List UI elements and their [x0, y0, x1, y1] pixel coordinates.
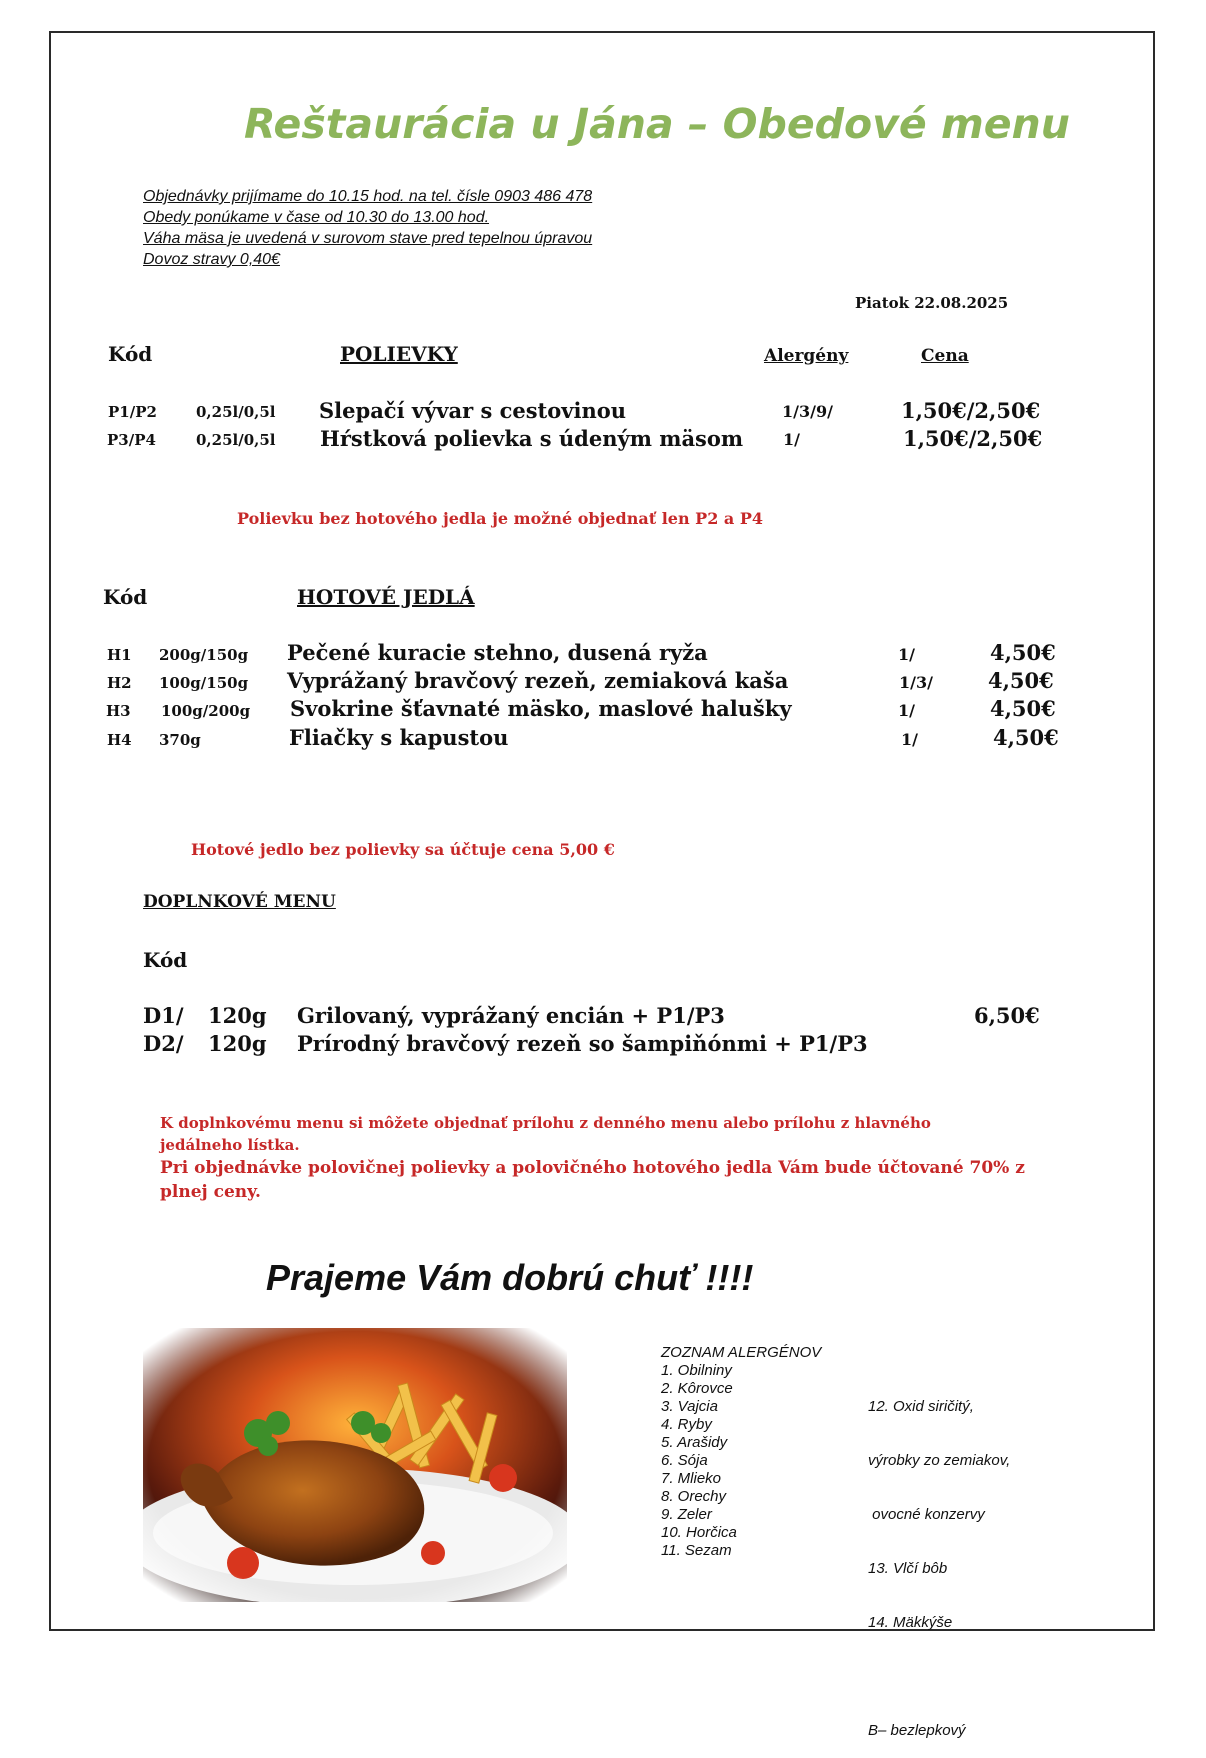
note-line: Dovoz stravy 0,40€: [143, 251, 280, 268]
allergen-item: 1. Obilniny: [661, 1362, 732, 1379]
soup-code: P1/P2: [108, 403, 157, 421]
main-price: 4,50€: [990, 696, 1056, 721]
extra-title: DOPLNKOVÉ MENU: [143, 892, 336, 912]
allergen-item: 4. Ryby: [661, 1416, 712, 1433]
allergen-item: 6. Sója: [661, 1452, 708, 1469]
soup-note: Polievku bez hotového jedla je možné objednať len P2 a P4: [237, 509, 763, 528]
main-weight: 370g: [159, 731, 201, 749]
soup-code: P3/P4: [107, 431, 156, 449]
main-allergens: 1/: [901, 730, 918, 749]
main-allergens: 1/: [898, 645, 915, 664]
soup-volume: 0,25l/0,5l: [196, 403, 276, 421]
mains-code-header: Kód: [103, 585, 148, 609]
soups-title: POLIEVKY: [340, 342, 458, 366]
main-weight: 100g/150g: [159, 674, 249, 692]
main-allergens: 1/3/: [899, 673, 933, 692]
allergen-item: výrobky zo zemiakov,: [868, 1452, 1011, 1469]
allergen-spacer: [868, 1668, 1010, 1686]
menu-title: Reštaurácia u Jána – Obedové menu: [244, 100, 1070, 148]
order-notes: [143, 186, 592, 270]
allergen-item: 5. Arašidy: [661, 1434, 728, 1451]
soup-allergens: 1/3/9/: [782, 402, 833, 421]
allergen-item: 14. Mäkkýše: [868, 1614, 953, 1631]
allergen-item: ovocné konzervy: [868, 1506, 985, 1523]
menu-date: Piatok 22.08.2025: [855, 294, 1009, 312]
mains-title: HOTOVÉ JEDLÁ: [297, 585, 475, 609]
extra-price: 6,50€: [974, 1003, 1040, 1028]
soups-code-header: Kód: [108, 342, 153, 366]
extra-weight: 120g: [208, 1003, 267, 1028]
extra-note-line: Pri objednávke polovičnej polievky a polovičného hotového jedla Vám bude účtované 70% z: [160, 1158, 1025, 1178]
note-line: Váha mäsa je uvedená v surovom stave pred tepelnou úpravou: [143, 230, 593, 247]
extra-note-line: K doplnkovému menu si môžete objednať prílohu z denného menu alebo prílohu z hlavného: [160, 1114, 931, 1132]
extra-code: D2/: [143, 1031, 184, 1056]
allergen-item: 2. Kôrovce: [661, 1380, 733, 1397]
main-allergens: 1/: [898, 701, 915, 720]
main-price: 4,50€: [990, 640, 1056, 665]
main-price: 4,50€: [993, 725, 1059, 750]
allergen-item: B– bezlepkový: [868, 1722, 966, 1739]
soup-price: 1,50€/2,50€: [901, 398, 1041, 423]
main-code: H3: [106, 702, 131, 720]
main-price: 4,50€: [988, 668, 1054, 693]
main-weight: 200g/150g: [159, 646, 249, 664]
main-code: H1: [107, 646, 132, 664]
soup-price: 1,50€/2,50€: [903, 426, 1043, 451]
mains-note: Hotové jedlo bez polievky sa účtuje cena 5,00 €: [191, 840, 615, 859]
allergen-item: 9. Zeler: [661, 1506, 712, 1523]
allergen-list: [661, 1344, 821, 1560]
allergen-item: 10. Horčica: [661, 1524, 737, 1541]
main-code: H4: [107, 731, 132, 749]
extra-name: Prírodný bravčový rezeň so šampiňónmi + P1/P3: [297, 1031, 868, 1056]
extra-note-line: jedálneho lístka.: [160, 1136, 300, 1154]
main-name: Fliačky s kapustou: [289, 725, 509, 750]
closing-wish: Prajeme Vám dobrú chuť !!!!: [266, 1257, 754, 1298]
main-weight: 100g/200g: [161, 702, 251, 720]
main-name: Svokrine šťavnaté mäsko, maslové halušky: [290, 696, 792, 721]
soup-name: Hŕstková polievka s údeným mäsom: [320, 426, 744, 451]
extra-note-line: plnej ceny.: [160, 1182, 261, 1202]
allergen-item: 12. Oxid siričitý,: [868, 1398, 974, 1415]
extra-name: Grilovaný, vyprážaný encián + P1/P3: [297, 1003, 725, 1028]
allergen-item: 11. Sezam: [661, 1542, 732, 1559]
note-line: Obedy ponúkame v čase od 10.30 do 13.00 hod.: [143, 209, 490, 226]
chicken-dish-photo: [143, 1328, 567, 1602]
extra-weight: 120g: [208, 1031, 267, 1056]
allergen-item: 7. Mlieko: [661, 1470, 722, 1487]
extra-code: D1/: [143, 1003, 184, 1028]
main-name: Vyprážaný bravčový rezeň, zemiaková kaša: [287, 668, 789, 693]
allergen-list-col2: [868, 1362, 1010, 1758]
soup-volume: 0,25l/0,5l: [196, 431, 276, 449]
main-code: H2: [107, 674, 132, 692]
main-name: Pečené kuracie stehno, dusená ryža: [287, 640, 708, 665]
note-line: Objednávky prijímame do 10.15 hod. na tel. čísle 0903 486 478: [143, 188, 593, 205]
soup-name: Slepačí vývar s cestovinou: [319, 398, 626, 423]
allergen-list-title: ZOZNAM ALERGÉNOV: [661, 1344, 822, 1361]
allergen-item: 8. Orechy: [661, 1488, 727, 1505]
extra-code-header: Kód: [143, 948, 188, 972]
allergen-item: 13. Vlčí bôb: [868, 1560, 948, 1577]
soup-allergens: 1/: [783, 430, 800, 449]
allergen-item: 3. Vajcia: [661, 1398, 718, 1415]
price-header: Cena: [921, 346, 969, 366]
allergens-header: Alergény: [764, 346, 849, 366]
